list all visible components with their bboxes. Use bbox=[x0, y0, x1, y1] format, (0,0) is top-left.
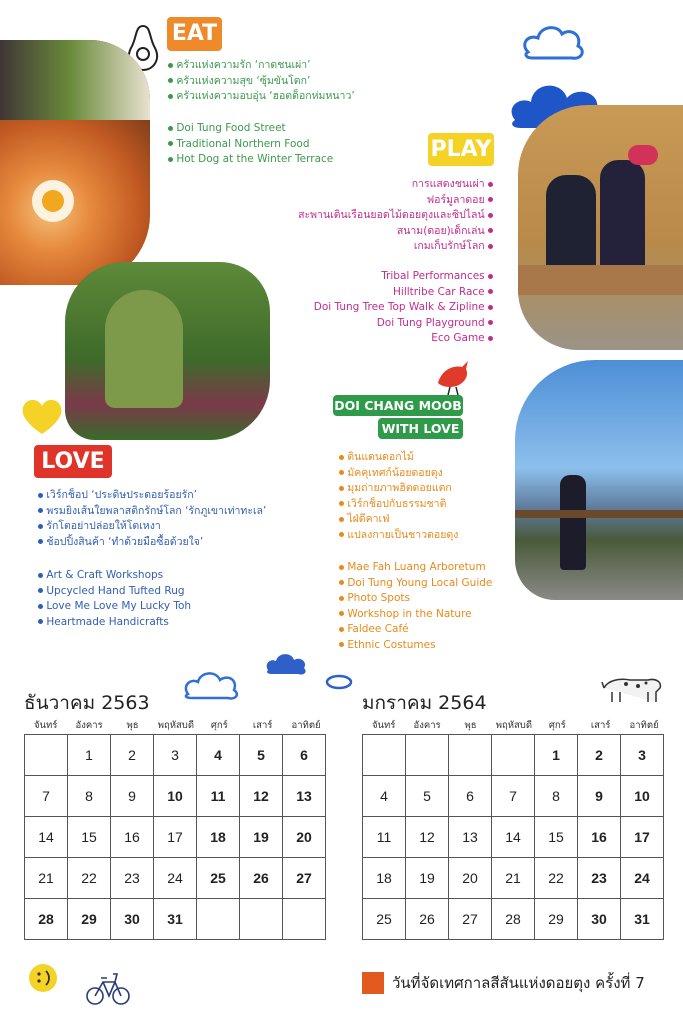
calendar-day-cell: 31 bbox=[154, 899, 197, 940]
eat-english-list bbox=[168, 121, 333, 168]
bullet-icon bbox=[339, 627, 344, 632]
calendar-day-cell: 5 bbox=[240, 735, 283, 776]
calendar-week-row bbox=[363, 899, 664, 940]
calendar-day-cell: 28 bbox=[492, 899, 535, 940]
weekday-label: จันทร์ bbox=[33, 720, 58, 731]
bullet-icon bbox=[488, 305, 493, 310]
list-item: Hilltribe Car Race bbox=[314, 285, 493, 301]
calendar-day-cell bbox=[283, 899, 326, 940]
doichang-thai-list bbox=[339, 450, 458, 544]
bullet-icon bbox=[168, 157, 173, 162]
calendar-day-cell: 27 bbox=[283, 858, 326, 899]
cloud-doodle bbox=[264, 650, 308, 678]
calendar-day-cell: 2 bbox=[578, 735, 621, 776]
calendar-title-january: มกราคม 2564 bbox=[362, 692, 487, 714]
calendar-day-cell: 25 bbox=[363, 899, 406, 940]
calendar-day-cell: 23 bbox=[578, 858, 621, 899]
calendar-day-cell: 30 bbox=[578, 899, 621, 940]
bullet-icon bbox=[168, 94, 173, 99]
calendar-grid-december bbox=[24, 734, 326, 940]
calendar-day-cell: 25 bbox=[197, 858, 240, 899]
list-item: Upcycled Hand Tufted Rug bbox=[38, 584, 191, 600]
bullet-icon bbox=[339, 501, 344, 506]
list-item: ดินแดนดอกไม้ bbox=[339, 450, 458, 466]
event-day-legend-label: วันที่จัดเทศกาลสีสันแห่งดอยตุง ครั้งที่ 7 bbox=[392, 974, 645, 992]
calendar-day-cell bbox=[449, 735, 492, 776]
list-item: มุมถ่ายภาพฮิตดอยแตก bbox=[339, 481, 458, 497]
wooden-fence-image bbox=[515, 510, 683, 518]
calendar-day-cell: 15 bbox=[68, 817, 111, 858]
bullet-icon bbox=[38, 524, 43, 529]
list-item: มัคคุเทศก์น้อยดอยตุง bbox=[339, 466, 458, 482]
calendar-day-cell: 20 bbox=[449, 858, 492, 899]
calendar-day-cell: 8 bbox=[535, 776, 578, 817]
calendar-week-row bbox=[25, 858, 326, 899]
bullet-icon bbox=[339, 486, 344, 491]
bullet-icon bbox=[488, 274, 493, 279]
list-item: Traditional Northern Food bbox=[168, 137, 333, 153]
doichang-title-line2: WITH LOVE bbox=[378, 418, 463, 439]
list-item: การแสดงชนเผ่า bbox=[298, 177, 493, 193]
calendar-day-cell: 14 bbox=[25, 817, 68, 858]
bullet-icon bbox=[38, 573, 43, 578]
calendar-grid-january bbox=[362, 734, 664, 940]
bullet-icon bbox=[488, 213, 493, 218]
bullet-icon bbox=[168, 141, 173, 146]
calendar-day-cell: 11 bbox=[363, 817, 406, 858]
calendar-day-cell: 1 bbox=[68, 735, 111, 776]
weekday-label: อาทิตย์ bbox=[629, 720, 659, 731]
list-item: Doi Tung Food Street bbox=[168, 121, 333, 137]
bullet-icon bbox=[38, 604, 43, 609]
calendar-day-cell: 15 bbox=[535, 817, 578, 858]
calendar-day-cell: 22 bbox=[68, 858, 111, 899]
list-item: Heartmade Handicrafts bbox=[38, 615, 191, 631]
kids-cart-photo bbox=[518, 105, 683, 350]
bullet-icon bbox=[168, 126, 173, 131]
bicycle-doodle-icon bbox=[85, 968, 131, 1006]
calendar-day-cell: 30 bbox=[111, 899, 154, 940]
bullet-icon bbox=[488, 336, 493, 341]
weekday-label: อาทิตย์ bbox=[291, 720, 321, 731]
bullet-icon bbox=[339, 532, 344, 537]
calendar-day-cell: 1 bbox=[535, 735, 578, 776]
food-photo bbox=[0, 40, 150, 285]
calendar-day-cell: 10 bbox=[154, 776, 197, 817]
bullet-icon bbox=[339, 455, 344, 460]
play-english-list bbox=[314, 269, 493, 347]
love-english-list bbox=[38, 568, 191, 630]
weekday-label: เสาร์ bbox=[252, 720, 273, 731]
calendar-day-cell: 23 bbox=[111, 858, 154, 899]
calendar-day-cell: 3 bbox=[154, 735, 197, 776]
list-item: Tribal Performances bbox=[314, 269, 493, 285]
bullet-icon bbox=[339, 470, 344, 475]
calendar-day-cell: 3 bbox=[621, 735, 664, 776]
calendar-day-cell bbox=[25, 735, 68, 776]
bird-doodle-icon bbox=[432, 355, 472, 397]
calendar-day-cell: 10 bbox=[621, 776, 664, 817]
list-item: เวิร์กช็อป ‘ประดิษประดอยร้อยรัก’ bbox=[38, 488, 266, 504]
calendar-day-cell: 27 bbox=[449, 899, 492, 940]
love-section-title: LOVE bbox=[34, 445, 112, 478]
dog-doodle-icon bbox=[600, 672, 666, 706]
bullet-icon bbox=[339, 642, 344, 647]
eat-thai-list bbox=[168, 58, 355, 105]
list-item: Love Me Love My Lucky Toh bbox=[38, 599, 191, 615]
doichang-english-list bbox=[339, 560, 492, 654]
list-item: เกมเก็บรักษ์โลก bbox=[298, 239, 493, 255]
mountain-view-photo bbox=[515, 360, 683, 600]
calendar-day-cell: 13 bbox=[449, 817, 492, 858]
calendar-title-december: ธันวาคม 2563 bbox=[24, 692, 150, 714]
calendar-week-row bbox=[363, 776, 664, 817]
calendar-day-cell: 29 bbox=[535, 899, 578, 940]
list-item: ช้อปปิ้งสินค้า ‘ทำด้วยมือซื้อด้วยใจ’ bbox=[38, 535, 266, 551]
calendar-day-cell: 28 bbox=[25, 899, 68, 940]
list-item: Mae Fah Luang Arboretum bbox=[339, 560, 492, 576]
egg-image bbox=[32, 180, 74, 222]
calendar-day-cell: 19 bbox=[406, 858, 449, 899]
list-item: Doi Tung Playground bbox=[314, 316, 493, 332]
calendar-day-cell: 16 bbox=[578, 817, 621, 858]
calendar-day-cell bbox=[197, 899, 240, 940]
bullet-icon bbox=[339, 580, 344, 585]
list-item: ครัวแห่งความรัก ‘กาดชนเผ่า’ bbox=[168, 58, 355, 74]
calendar-day-cell bbox=[240, 899, 283, 940]
list-item: Art & Craft Workshops bbox=[38, 568, 191, 584]
calendar-day-cell: 12 bbox=[406, 817, 449, 858]
calendar-day-cell: 2 bbox=[111, 735, 154, 776]
bullet-icon bbox=[168, 63, 173, 68]
calendar-day-cell: 11 bbox=[197, 776, 240, 817]
weekday-label: เสาร์ bbox=[590, 720, 611, 731]
list-item: Faldee Café bbox=[339, 622, 492, 638]
calendar-day-cell: 14 bbox=[492, 817, 535, 858]
calendar-day-cell bbox=[363, 735, 406, 776]
doichang-title-line1: DOI CHANG MOOB bbox=[333, 395, 463, 416]
bullet-icon bbox=[38, 493, 43, 498]
calendar-day-cell: 9 bbox=[111, 776, 154, 817]
calendar-day-cell: 24 bbox=[154, 858, 197, 899]
calendar-day-cell: 16 bbox=[111, 817, 154, 858]
list-item: ครัวแห่งความอบอุ่น ‘ฮอตด็อกห่มหนาว’ bbox=[168, 89, 355, 105]
calendar-day-cell: 24 bbox=[621, 858, 664, 899]
smiley-face-icon bbox=[28, 963, 58, 993]
weekday-label: จันทร์ bbox=[371, 720, 396, 731]
bullet-icon bbox=[339, 517, 344, 522]
hay-sculpture-image bbox=[105, 290, 183, 408]
calendar-day-cell: 6 bbox=[283, 735, 326, 776]
calendar-week-row bbox=[25, 735, 326, 776]
weekday-header bbox=[362, 718, 666, 733]
calendar-day-cell: 13 bbox=[283, 776, 326, 817]
bullet-icon bbox=[488, 244, 493, 249]
weekday-label: ศุกร์ bbox=[548, 720, 566, 731]
calendar-day-cell: 8 bbox=[68, 776, 111, 817]
calendar-day-cell: 22 bbox=[535, 858, 578, 899]
cloud-doodle bbox=[182, 668, 242, 704]
bullet-icon bbox=[488, 228, 493, 233]
garden-sculpture-photo bbox=[65, 262, 270, 440]
calendar-day-cell: 7 bbox=[492, 776, 535, 817]
calendar-day-cell bbox=[406, 735, 449, 776]
cloud-doodle bbox=[325, 674, 353, 690]
list-item: Doi Tung Tree Top Walk & Zipline bbox=[314, 300, 493, 316]
bullet-icon bbox=[168, 78, 173, 83]
list-item: รักโตอย่าปล่อยให้โตเหงา bbox=[38, 519, 266, 535]
list-item: สะพานเดินเรือนยอดไม้ดอยตุงและซิปไลน์ bbox=[298, 208, 493, 224]
calendar-day-cell: 4 bbox=[197, 735, 240, 776]
eat-section-title: EAT bbox=[167, 17, 222, 51]
list-item: Ethnic Costumes bbox=[339, 638, 492, 654]
calendar-day-cell: 26 bbox=[240, 858, 283, 899]
list-item: Workshop in the Nature bbox=[339, 607, 492, 623]
calendar-day-cell: 4 bbox=[363, 776, 406, 817]
love-thai-list bbox=[38, 488, 266, 550]
calendar-week-row bbox=[363, 735, 664, 776]
bullet-icon bbox=[339, 611, 344, 616]
list-item: แปลงกายเป็นชาวดอยตุง bbox=[339, 528, 458, 544]
calendar-day-cell: 9 bbox=[578, 776, 621, 817]
list-item: สนาม(ดอย)เด็กเล่น bbox=[298, 224, 493, 240]
calendar-day-cell: 18 bbox=[363, 858, 406, 899]
calendar-day-cell: 29 bbox=[68, 899, 111, 940]
list-item: Eco Game bbox=[314, 331, 493, 347]
rice-plate-image bbox=[0, 40, 150, 120]
list-item: Hot Dog at the Winter Terrace bbox=[168, 152, 333, 168]
calendar-day-cell: 7 bbox=[25, 776, 68, 817]
list-item: เวิร์กช็อปกับธรรมชาติ bbox=[339, 497, 458, 513]
calendar-day-cell: 31 bbox=[621, 899, 664, 940]
list-item: ครัวแห่งความสุข ‘ซุ้มขันโตก’ bbox=[168, 74, 355, 90]
calendar-day-cell: 20 bbox=[283, 817, 326, 858]
bullet-icon bbox=[38, 588, 43, 593]
calendar-day-cell: 21 bbox=[25, 858, 68, 899]
cloud-doodle bbox=[520, 20, 590, 65]
bullet-icon bbox=[38, 508, 43, 513]
kid-figure-image bbox=[600, 160, 645, 280]
bullet-icon bbox=[339, 565, 344, 570]
bullet-icon bbox=[488, 320, 493, 325]
calendar-week-row bbox=[363, 858, 664, 899]
weekday-label: พฤหัสบดี bbox=[495, 720, 532, 731]
weekday-header bbox=[24, 718, 328, 733]
calendar-week-row bbox=[363, 817, 664, 858]
bullet-icon bbox=[38, 539, 43, 544]
bullet-icon bbox=[488, 197, 493, 202]
list-item: Doi Tung Young Local Guide bbox=[339, 576, 492, 592]
calendar-week-row bbox=[25, 817, 326, 858]
bullet-icon bbox=[488, 289, 493, 294]
calendar-day-cell: 26 bbox=[406, 899, 449, 940]
calendar-day-cell: 18 bbox=[197, 817, 240, 858]
heart-icon bbox=[20, 396, 64, 436]
hat-image bbox=[628, 145, 658, 165]
calendar-week-row bbox=[25, 776, 326, 817]
calendar-week-row bbox=[25, 899, 326, 940]
weekday-label: อังคาร bbox=[75, 720, 103, 731]
bullet-icon bbox=[488, 182, 493, 187]
event-day-legend-swatch bbox=[362, 972, 384, 994]
calendar-day-cell: 17 bbox=[621, 817, 664, 858]
weekday-label: พุธ bbox=[464, 720, 477, 731]
calendar-day-cell: 12 bbox=[240, 776, 283, 817]
list-item: ไฝ่ดีคาเฟ่ bbox=[339, 512, 458, 528]
calendar-day-cell: 21 bbox=[492, 858, 535, 899]
play-section-title: PLAY bbox=[428, 133, 494, 166]
weekday-label: พฤหัสบดี bbox=[157, 720, 194, 731]
bullet-icon bbox=[38, 619, 43, 624]
person-figure-image bbox=[560, 475, 586, 570]
calendar-day-cell: 5 bbox=[406, 776, 449, 817]
calendar-day-cell: 6 bbox=[449, 776, 492, 817]
weekday-label: พุธ bbox=[126, 720, 139, 731]
wooden-cart-image bbox=[518, 265, 683, 295]
list-item: พรมยิงเส้นใยพลาสติกรักษ์โลก ‘รักภูเขาเท่าทะเล’ bbox=[38, 504, 266, 520]
calendar-day-cell: 19 bbox=[240, 817, 283, 858]
bullet-icon bbox=[339, 596, 344, 601]
weekday-label: อังคาร bbox=[413, 720, 441, 731]
weekday-label: ศุกร์ bbox=[210, 720, 228, 731]
calendar-day-cell: 17 bbox=[154, 817, 197, 858]
play-thai-list bbox=[298, 177, 493, 255]
calendar-day-cell bbox=[492, 735, 535, 776]
list-item: Photo Spots bbox=[339, 591, 492, 607]
list-item: ฟอร์มูลาดอย bbox=[298, 193, 493, 209]
